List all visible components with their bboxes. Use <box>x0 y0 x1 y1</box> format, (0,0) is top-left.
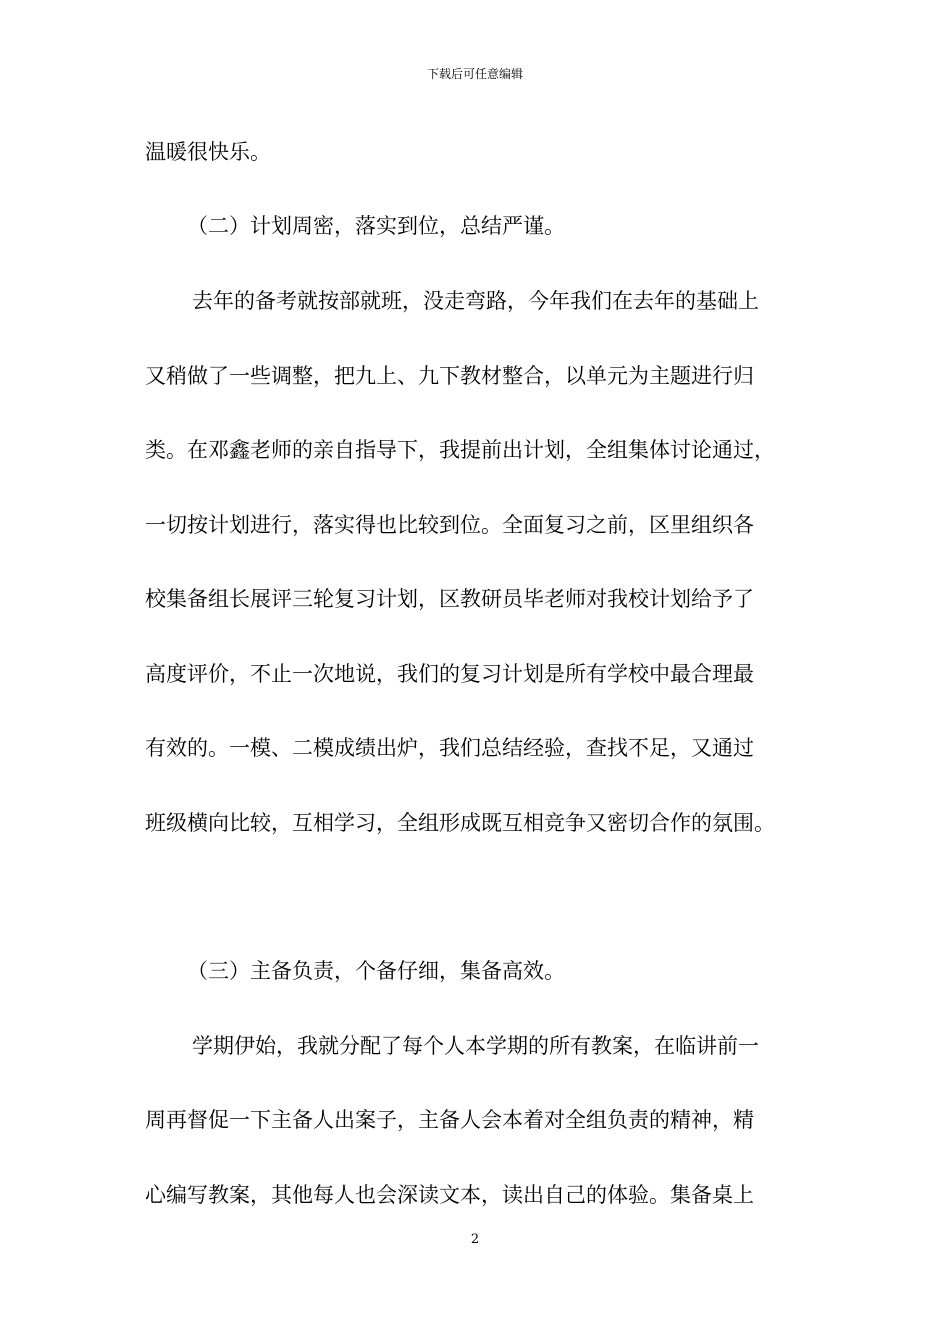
body-line: 校集备组长展评三轮复习计划，区教研员毕老师对我校计划给予了 <box>145 587 754 611</box>
body-line: 温暖很快乐。 <box>145 140 271 164</box>
body-line: 周再督促一下主备人出案子，主备人会本着对全组负责的精神，精 <box>145 1108 754 1132</box>
body-line: 又稍做了一些调整，把九上、九下教材整合，以单元为主题进行归 <box>145 364 754 388</box>
body-line: 类。在邓鑫老师的亲自指导下，我提前出计划，全组集体讨论通过， <box>145 438 775 462</box>
section-heading: （三）主备负责，个备仔细，集备高效。 <box>187 959 565 983</box>
body-line: 学期伊始，我就分配了每个人本学期的所有教案，在临讲前一 <box>192 1034 759 1058</box>
body-line: 一切按计划进行，落实得也比较到位。全面复习之前，区里组织各 <box>145 513 754 537</box>
page-number: 2 <box>470 1232 480 1247</box>
page-header: 下载后可任意编辑 <box>426 67 523 81</box>
body-line: 高度评价，不止一次地说，我们的复习计划是所有学校中最合理最 <box>145 662 754 686</box>
body-line: 有效的。一模、二模成绩出炉，我们总结经验，查找不足，又通过 <box>145 736 754 760</box>
body-line: 去年的备考就按部就班，没走弯路，今年我们在去年的基础上 <box>192 289 759 313</box>
body-line: 班级横向比较，互相学习，全组形成既互相竞争又密切合作的氛围。 <box>145 811 775 835</box>
body-line: 心编写教案，其他每人也会深读文本，读出自己的体验。集备桌上 <box>145 1183 754 1207</box>
section-heading: （二）计划周密，落实到位，总结严谨。 <box>187 214 565 238</box>
